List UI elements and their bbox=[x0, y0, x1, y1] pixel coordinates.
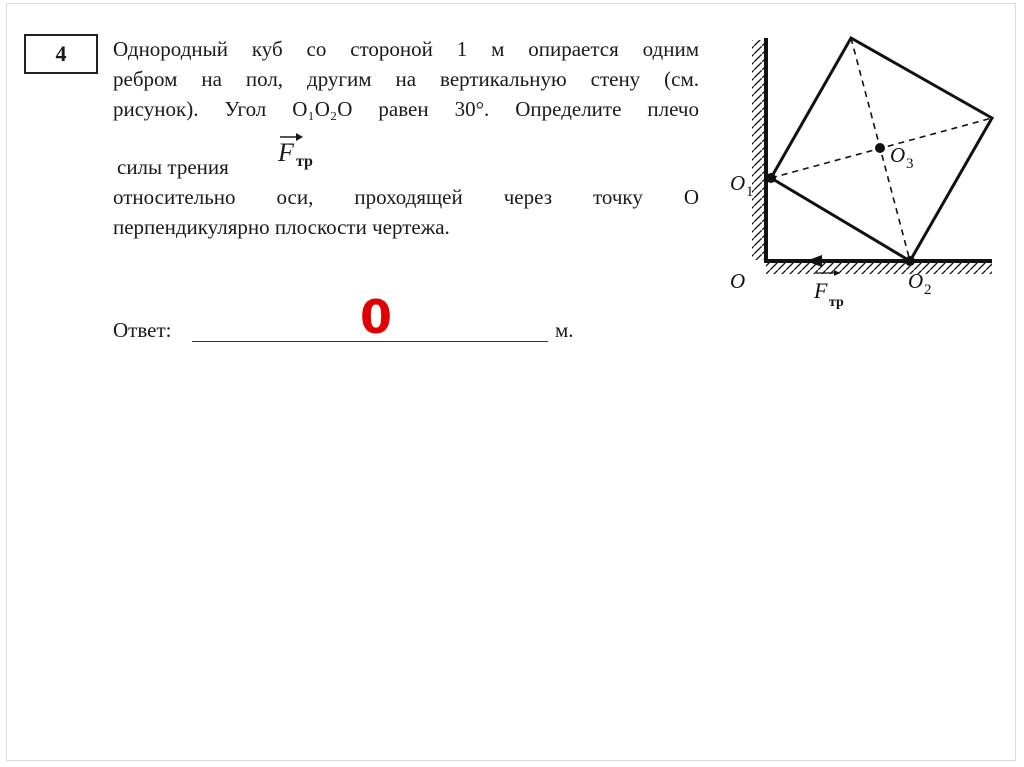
answer-value: 0 bbox=[359, 290, 392, 344]
label-force: F bbox=[814, 278, 828, 303]
label-o1-sub: 1 bbox=[746, 184, 754, 200]
point-o2 bbox=[905, 256, 915, 266]
answer-unit: м. bbox=[555, 318, 574, 342]
problem-text-line-3: рисунок). Угол O₁O₂O равен 30°. Определите плечо bbox=[113, 97, 699, 121]
point-o3 bbox=[875, 143, 885, 153]
answer-label: Ответ: bbox=[113, 318, 172, 342]
label-o2-sub: 2 bbox=[924, 282, 932, 298]
label-o3: O bbox=[890, 143, 906, 167]
label-o1: O bbox=[730, 171, 746, 195]
label-force-sub: тр bbox=[829, 295, 844, 310]
problem-text-line-6: перпендикулярно плоскости чертежа. bbox=[113, 215, 450, 239]
friction-force-subscript: тр bbox=[296, 153, 313, 170]
label-o3-sub: 3 bbox=[906, 156, 914, 172]
friction-force-letter: F bbox=[278, 138, 294, 167]
problem-text-line-2: ребром на пол, другим на вертикальную стену (см. bbox=[113, 67, 699, 91]
point-o1 bbox=[766, 173, 776, 183]
problem-text-line-4: силы трения bbox=[117, 155, 229, 179]
friction-force-symbol bbox=[272, 128, 342, 178]
wall-hatching bbox=[752, 40, 766, 260]
problem-text-line-1: Однородный куб со стороной 1 м опирается одним bbox=[113, 37, 699, 61]
task-number: 4 bbox=[55, 41, 67, 66]
problem-text-line-5: относительно оси, проходящей через точку O bbox=[113, 185, 699, 209]
label-o2: O bbox=[908, 269, 924, 293]
label-o: O bbox=[730, 269, 746, 293]
cube-diagram bbox=[722, 30, 1012, 320]
task-number-box bbox=[24, 34, 98, 74]
